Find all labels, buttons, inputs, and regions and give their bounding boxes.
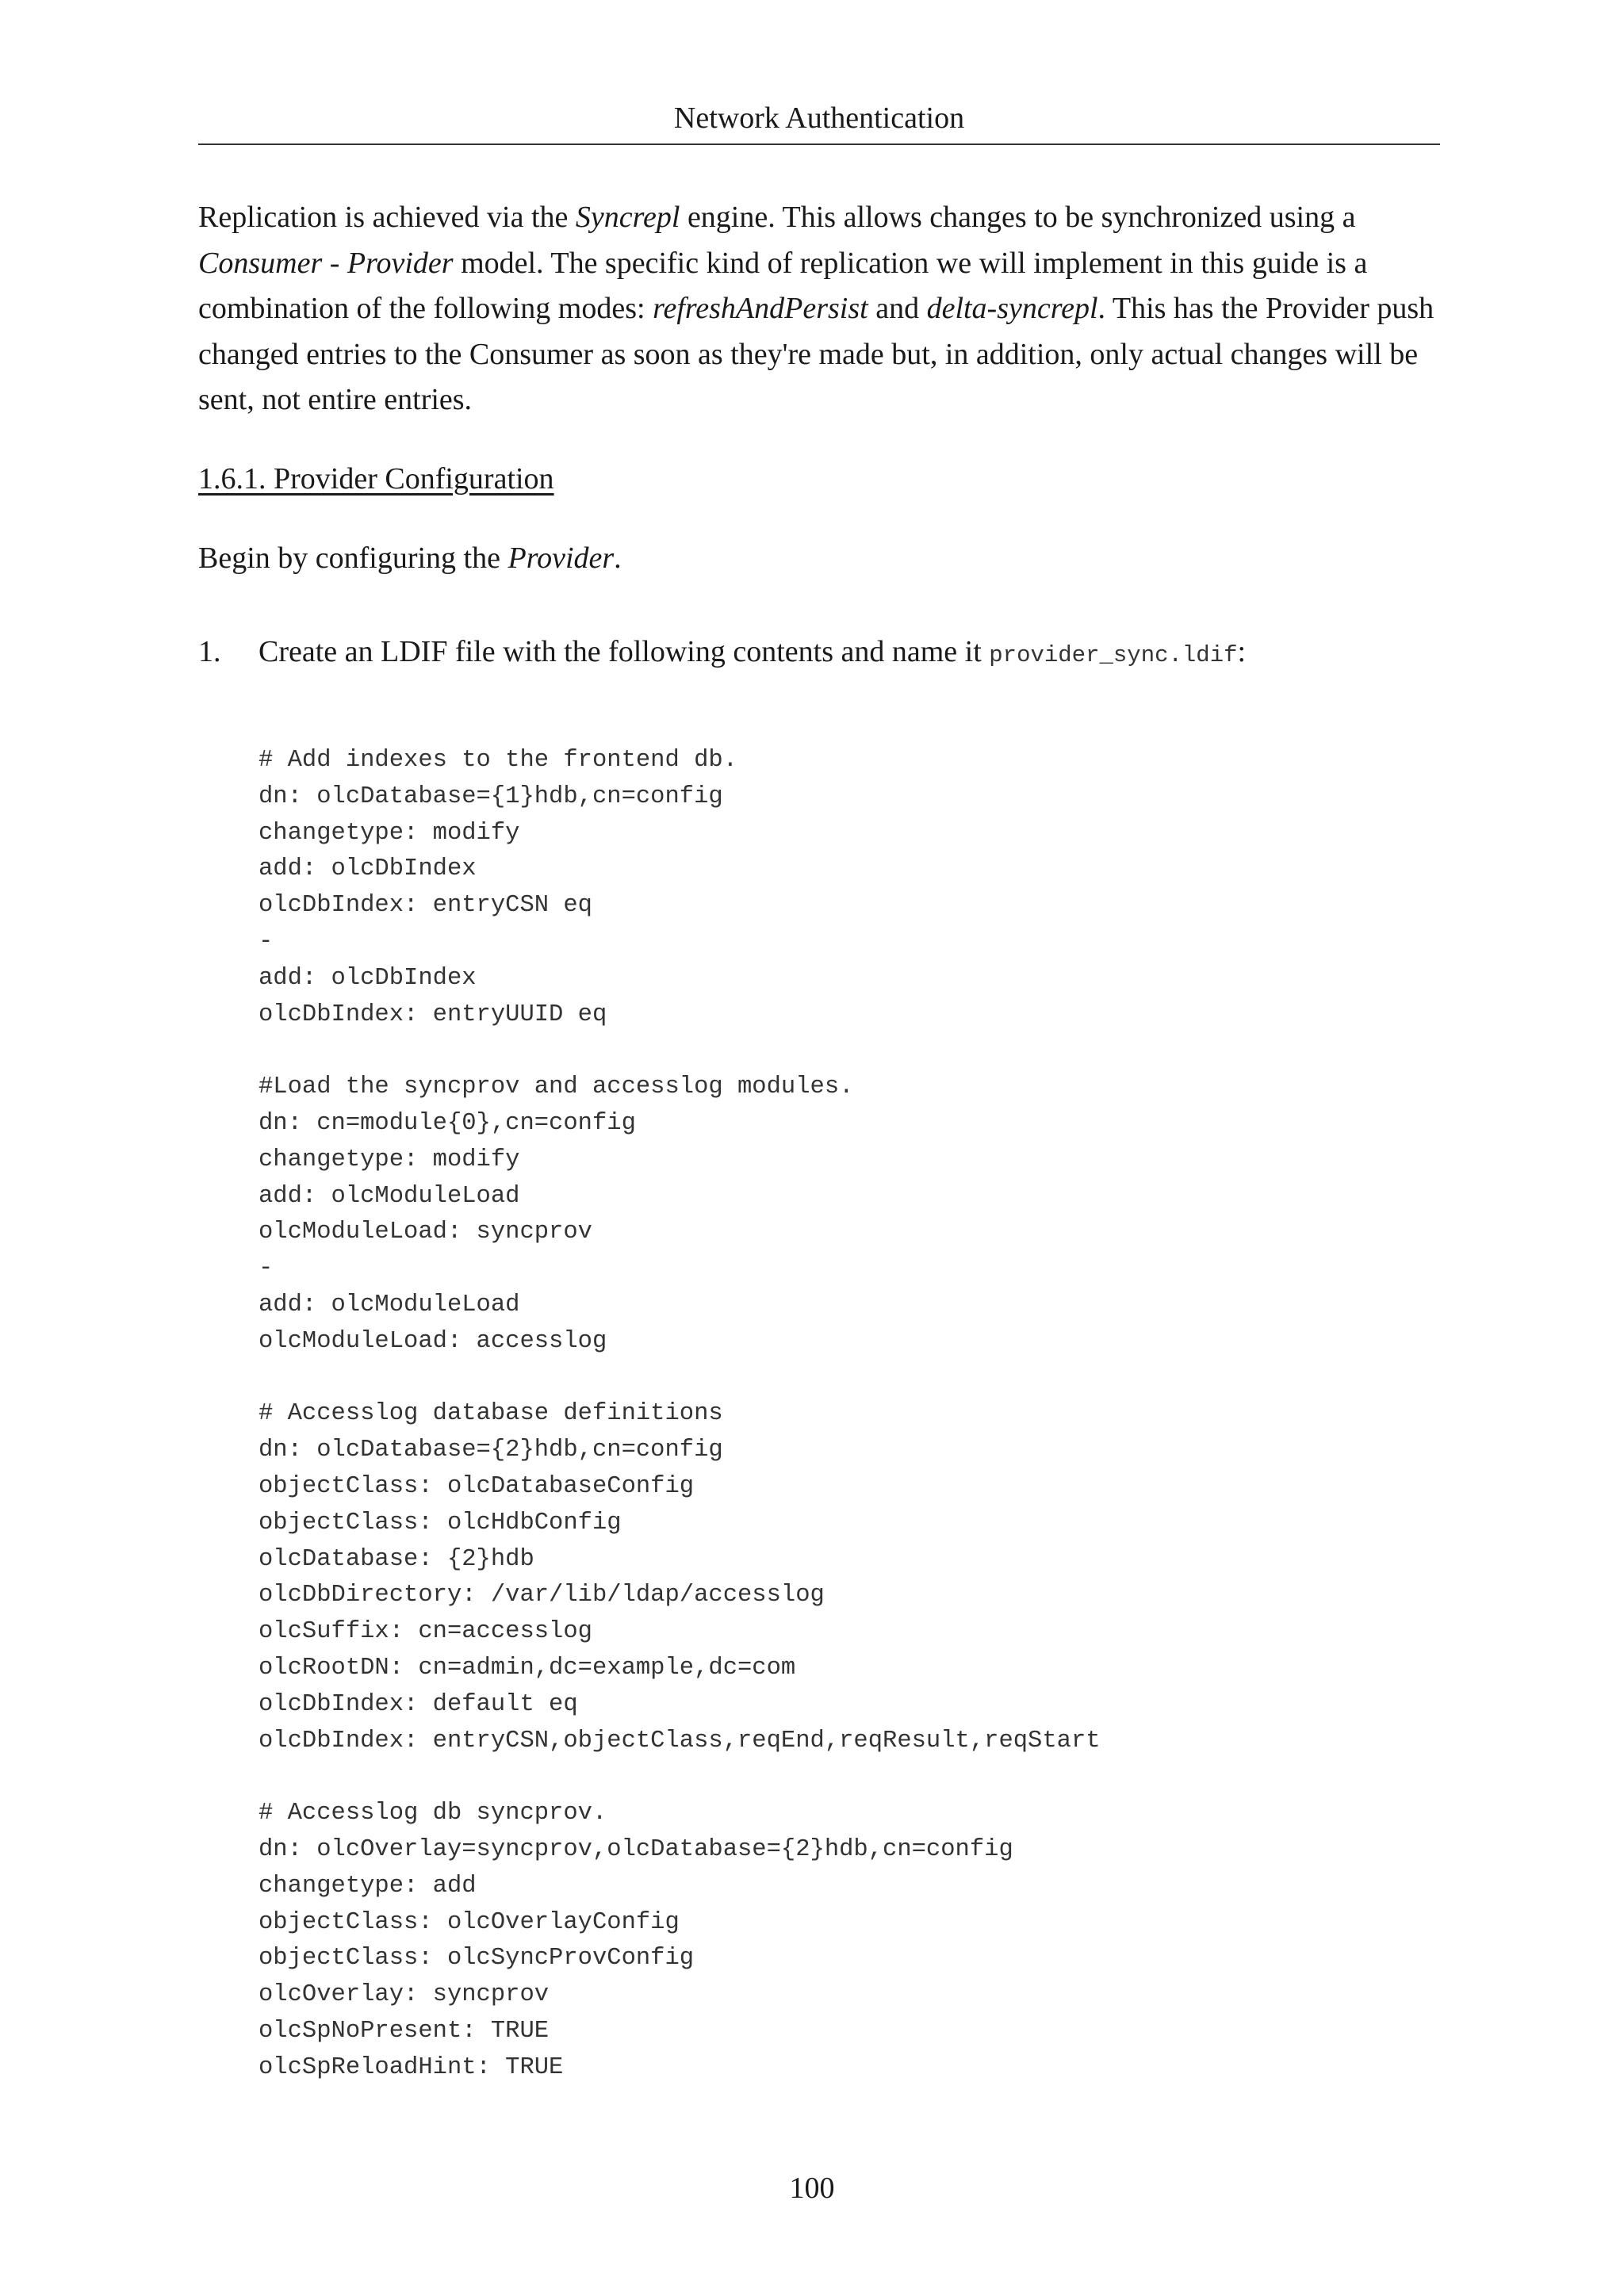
code-line: olcDbDirectory: /var/lib/ldap/accesslog [259,1582,825,1609]
page-number: 100 [789,2172,835,2205]
code-line: dn: olcDatabase={1}hdb,cn=config [259,783,723,810]
code-line: - [259,928,274,955]
begin-sentence [198,536,622,580]
code-line: objectClass: olcHdbConfig [259,1509,622,1536]
step-number: 1. [198,635,221,668]
code-line: # Add indexes to the frontend db. [259,747,737,774]
code-line: #Load the syncprov and accesslog modules. [259,1073,854,1101]
code-line: changetype: modify [259,819,520,847]
intro-text-2: engine. This allows changes to be synchronized using a [680,201,1356,234]
step-instruction: Create an LDIF file with the following contents and name it [259,635,990,668]
code-line: - [259,1255,274,1283]
code-line: changetype: add [259,1872,477,1900]
code-line: olcSuffix: cn=accesslog [259,1618,592,1646]
code-line [259,1360,1101,1397]
code-line: # Accesslog database definitions [259,1400,723,1428]
code-line [259,1033,1101,1070]
running-header: Network Authentication [673,101,965,135]
intro-emph-syncrepl: Syncrepl [575,201,680,234]
intro-text-4: model. The specific kind of replication we will implement in this guide is a combination of the following modes: [198,246,1368,325]
intro-emph-refreshandpersist: refreshAndPersist [653,292,868,325]
code-line: dn: olcDatabase={2}hdb,cn=config [259,1437,723,1464]
intro-emph-provider: Provider [347,246,454,280]
code-line: olcDbIndex: entryCSN,objectClass,reqEnd,reqResult,reqStart [259,1727,1101,1755]
code-line [259,1759,1101,1796]
code-line: olcSpReloadHint: TRUE [259,2053,564,2081]
begin-end: . [614,541,622,575]
code-line: olcOverlay: syncprov [259,1981,550,2009]
code-line: dn: cn=module{0},cn=config [259,1109,636,1137]
ldif-code-block [259,743,1101,2086]
section-heading: 1.6.1. Provider Configuration [198,462,554,496]
code-line: add: olcDbIndex [259,855,477,883]
step-colon: : [1237,635,1247,668]
intro-text-6: . This has the Provider push changed entries to the Consumer as soon as they're made but, in addition, only actual changes will be sent, not entire entries. [198,292,1434,416]
code-line: dn: olcOverlay=syncprov,olcDatabase={2}hdb,cn=config [259,1835,1013,1863]
code-line: changetype: modify [259,1146,520,1173]
intro-emph-consumer: Consumer [198,246,323,280]
begin-emph-provider: Provider [508,541,615,575]
code-line: add: olcModuleLoad [259,1182,520,1210]
code-line: # Accesslog db syncprov. [259,1800,607,1827]
code-line: add: olcModuleLoad [259,1291,520,1318]
code-line: olcDatabase: {2}hdb [259,1545,534,1573]
code-line: olcModuleLoad: syncprov [259,1219,592,1246]
code-line: olcSpNoPresent: TRUE [259,2017,550,2045]
code-line: olcDbIndex: entryUUID eq [259,1001,607,1028]
code-line: olcModuleLoad: accesslog [259,1327,607,1355]
code-line: objectClass: olcOverlayConfig [259,1908,680,1936]
code-line: olcDbIndex: default eq [259,1690,578,1718]
header-rule [198,144,1440,145]
begin-text: Begin by configuring the [198,541,508,575]
step-text [259,629,1246,678]
code-line: objectClass: olcSyncProvConfig [259,1945,695,1973]
intro-text-3: - [322,246,347,280]
intro-text-5: and [868,292,927,325]
code-line: olcDbIndex: entryCSN eq [259,892,592,920]
code-line: olcRootDN: cn=admin,dc=example,dc=com [259,1654,796,1682]
intro-paragraph [198,195,1443,423]
intro-emph-delta-syncrepl: delta-syncrepl [926,292,1098,325]
filename-code: provider_sync.ldif [989,642,1238,668]
intro-text-1: Replication is achieved via the [198,201,576,234]
code-line: add: olcDbIndex [259,964,477,992]
code-line: objectClass: olcDatabaseConfig [259,1472,695,1500]
